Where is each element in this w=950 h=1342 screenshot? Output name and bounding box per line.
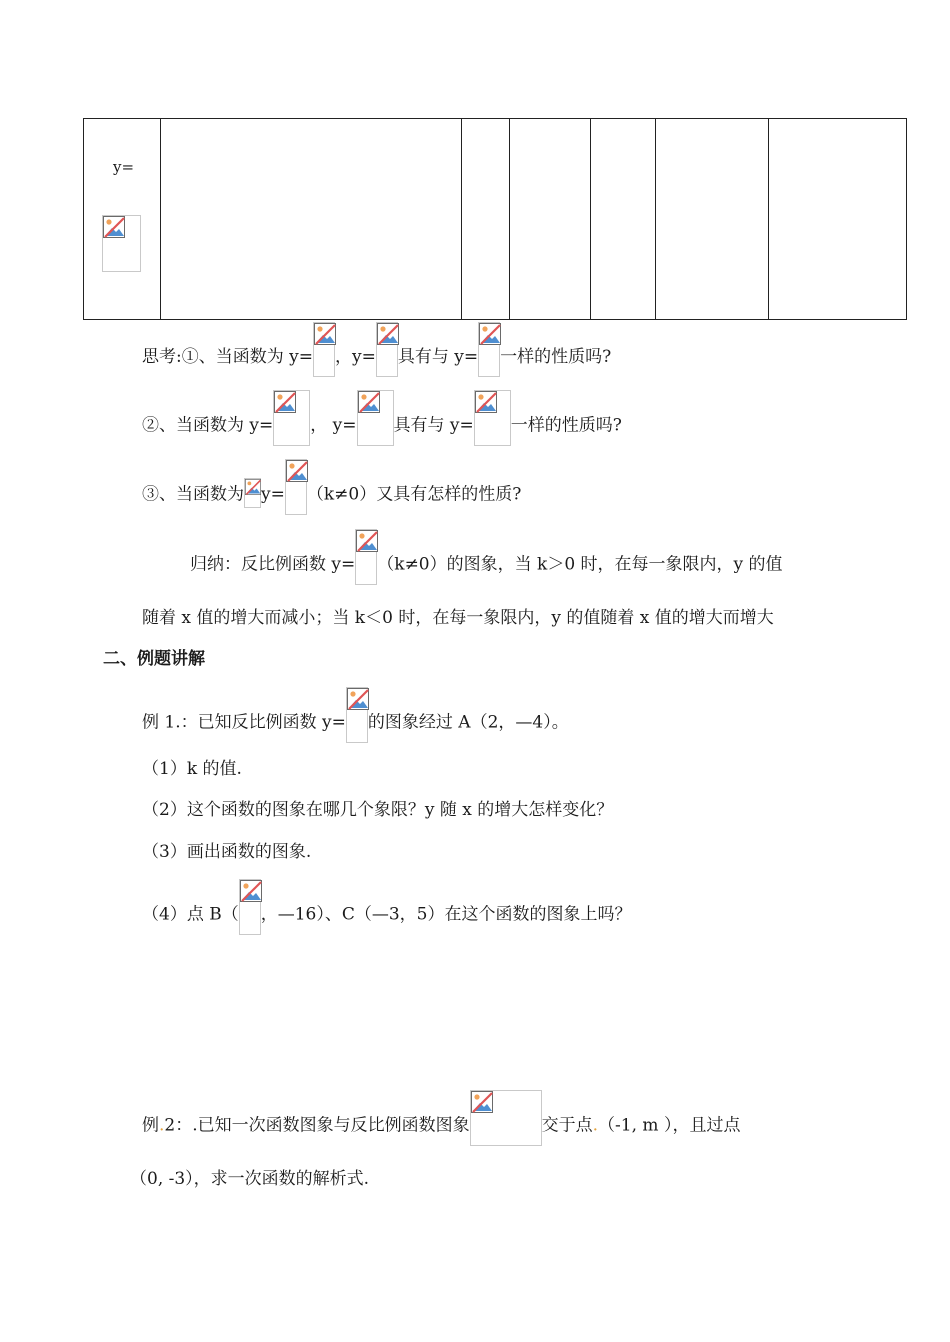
summary-line-2: 随着 x 值的增大而减小；当 k＜0 时，在每一象限内，y 的值随着 x 值的增大而增大 bbox=[142, 608, 774, 628]
formula-image bbox=[102, 215, 141, 272]
broken-image-icon bbox=[245, 479, 261, 495]
broken-image-icon bbox=[286, 460, 308, 482]
formula-image bbox=[357, 390, 394, 446]
summary-line-1: 归纳：反比例函数 y= （k≠0）的图象，当 k＞0 时，在每一象限内，y 的值 bbox=[190, 545, 783, 585]
table-divider bbox=[768, 119, 769, 319]
formula-image bbox=[285, 459, 307, 515]
formula-image bbox=[273, 390, 310, 446]
section-heading: 二、例题讲解 bbox=[103, 649, 205, 669]
example2-line-1: 例.2：.已知一次函数图象与反比例函数图象 交于点.（-1, m ），且过点 bbox=[142, 1106, 740, 1146]
formula-image bbox=[478, 322, 500, 377]
think-question-3: ③、当函数为 y= （k≠0）又具有怎样的性质? bbox=[142, 475, 521, 515]
example1-item-3: （3）画出函数的图象. bbox=[142, 842, 312, 862]
broken-image-icon bbox=[377, 323, 399, 345]
table-divider bbox=[160, 119, 161, 319]
formula-image bbox=[470, 1090, 542, 1146]
think-question-2: ②、当函数为 y= ， y= 具有与 y= 一样的性质吗? bbox=[142, 406, 622, 446]
marker-dot: . bbox=[592, 1115, 599, 1136]
formula-image bbox=[313, 322, 335, 377]
broken-image-icon bbox=[314, 323, 336, 345]
think-question-1: 思考:①、当函数为 y= ，y= 具有与 y= 一样的性质吗? bbox=[142, 338, 611, 377]
formula-image bbox=[346, 687, 368, 743]
formula-image bbox=[355, 529, 377, 585]
table-divider bbox=[590, 119, 591, 319]
table-divider bbox=[655, 119, 656, 319]
broken-image-icon bbox=[240, 880, 262, 902]
example2-line-2: （0, -3），求一次函数的解析式. bbox=[130, 1169, 370, 1189]
broken-image-icon bbox=[347, 688, 369, 710]
broken-image-icon bbox=[356, 530, 378, 552]
broken-image-icon bbox=[471, 1091, 493, 1113]
broken-image-icon bbox=[103, 216, 125, 238]
broken-image-icon bbox=[475, 391, 497, 413]
table-divider bbox=[509, 119, 510, 319]
broken-image-icon bbox=[479, 323, 501, 345]
formula-image bbox=[239, 879, 261, 935]
example1-intro: 例 1.：已知反比例函数 y= 的图象经过 A（2，—4）。 bbox=[142, 703, 569, 743]
example1-item-1: （1）k 的值. bbox=[142, 759, 242, 779]
example1-item-4: （4）点 B（ ，—16）、C（—3，5）在这个函数的图象上吗？ bbox=[142, 895, 632, 935]
formula-image bbox=[244, 478, 261, 508]
broken-image-icon bbox=[358, 391, 380, 413]
example1-item-2: （2）这个函数的图象在哪几个象限？y 随 x 的增大怎样变化？ bbox=[142, 800, 614, 820]
marker-dot: . bbox=[159, 1115, 165, 1136]
formula-image bbox=[376, 322, 398, 377]
table-divider bbox=[461, 119, 462, 319]
table-cell-label: y= bbox=[113, 158, 135, 176]
formula-image bbox=[474, 390, 511, 446]
property-table bbox=[83, 118, 907, 320]
broken-image-icon bbox=[274, 391, 296, 413]
